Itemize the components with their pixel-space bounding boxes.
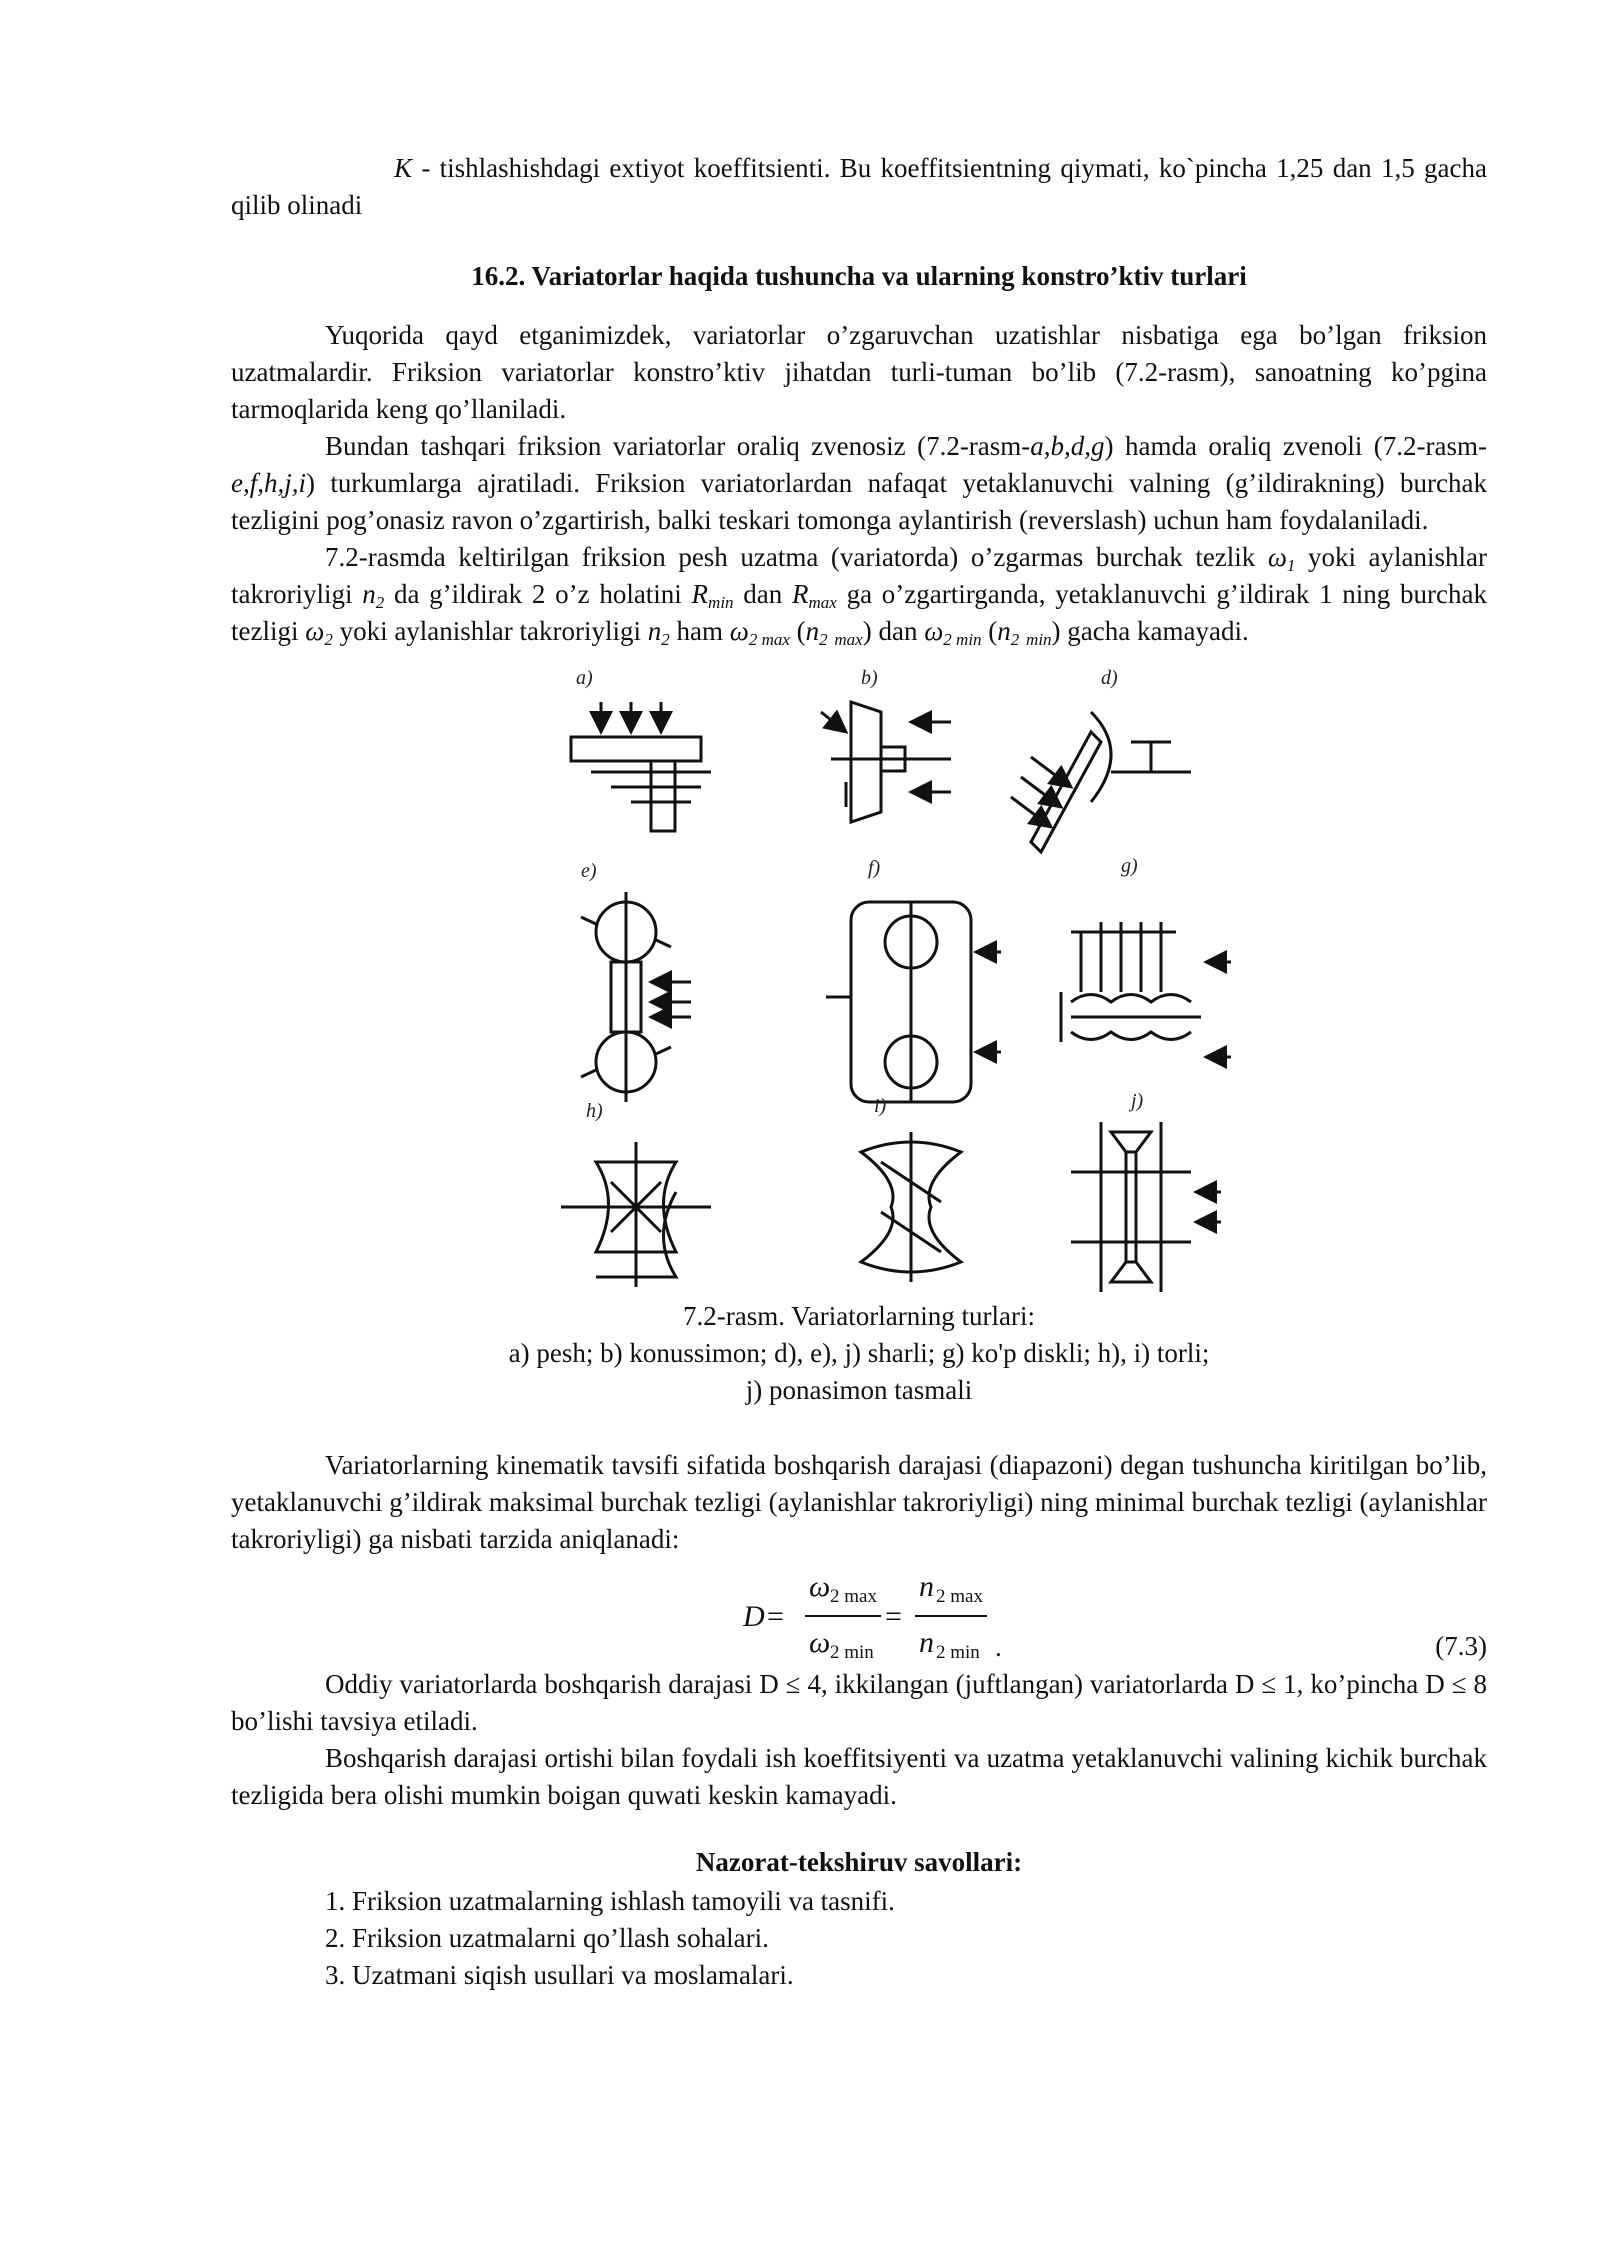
formula-number: (7.3)	[1435, 1631, 1487, 1661]
questions-list	[325, 1883, 1487, 1994]
drawing-f-sharli	[826, 902, 1001, 1102]
k-text: - tishlashishdagi extiyot koeffitsienti. Bu koeffitsientning qiymati, ko`pincha 1,25 dan 1,5 gacha qilib olinadi	[231, 153, 1487, 220]
questions-title: Nazorat-tekshiruv savollari:	[695, 1847, 1023, 1877]
svg-text:n: n	[919, 1570, 934, 1603]
figure-label-b: b)	[861, 667, 878, 689]
document-page	[231, 150, 1487, 1994]
figure-caption-line-3: j) ponasimon tasmali	[745, 1375, 973, 1405]
figure-label-e: e)	[581, 860, 597, 882]
paragraph-6: Boshqarish darajasi ortishi bilan foydali ish koeffitsiyenti va uzatma yetaklanuvchi valining kichik burchak tezligida bera olishi mumkin boigan quwati keskin kamayadi.	[231, 1743, 1487, 1810]
drawing-d-sharli	[1011, 712, 1191, 852]
figure-label-f: f)	[868, 857, 881, 879]
list-item: 3. Uzatmani siqish usullari va moslamalari.	[325, 1960, 794, 1990]
variator-types-figure	[231, 662, 1487, 1298]
svg-text:2 min: 2 min	[830, 1642, 874, 1663]
figure-caption-line-1: 7.2-rasm. Variatorlarning turlari:	[683, 1301, 1035, 1331]
figure-label-j: j)	[1131, 1090, 1144, 1112]
svg-text:ω: ω	[809, 1570, 831, 1603]
paragraph-3: 7.2-rasmda keltirilgan friksion pesh uzatma (variatorda) o’zgarmas burchak tezlik ω1 yoki aylanishlar takroriyligi n2 da g’ildirak 2 o’z holatini Rmin dan Rmax ga o’zgartirganda, yetaklanuvchi g’ildirak 1 ning burchak tezligi ω2 yoki aylanishlar takroriyligi n2 ham ω2 max (n2 max) dan ω2 min (n2 min) gacha kamayadi.	[231, 542, 1487, 649]
drawing-a-pesh	[571, 702, 711, 831]
svg-text:2 min: 2 min	[936, 1642, 980, 1663]
drawing-g-kop-diskli	[1061, 922, 1231, 1057]
paragraph-2: Bundan tashqari friksion variatorlar oraliq zvenosiz (7.2-rasm-a,b,d,g) hamda oraliq zvenoli (7.2-rasm-e,f,h,j,i) turkumlarga ajratiladi. Friksion variatorlardan nafaqat yetaklanuvchi valning (g’ildirakning) burchak tezligini pog’onasiz ravon o’zgartirish, balki teskari tomonga aylantirish (reverslash) uchun ham foydalaniladi.	[231, 431, 1488, 535]
figure-label-g: g)	[1121, 855, 1138, 877]
drawing-h-torli	[561, 1142, 711, 1287]
svg-text:2 max: 2 max	[936, 1586, 983, 1607]
variator-drawings	[231, 662, 1487, 1298]
section-title: 16.2. Variatorlar haqida tushuncha va ularning konstro’ktiv turlari	[471, 261, 1247, 291]
paragraph-4: Variatorlarning kinematik tavsifi sifatida boshqarish darajasi (diapazoni) degan tushuncha kiritilgan bo’lib, yetaklanuvchi g’ildirak maksimal burchak tezligi (aylanishlar takroriyligi) ning minimal burchak tezligi (aylanishlar takroriyligi) ga nisbati tarzida aniqlanadi:	[231, 1450, 1487, 1554]
drawing-b-konussimon	[821, 702, 951, 822]
formula-7-3	[231, 1566, 1487, 1666]
drawing-j-ponasimon-tasmali	[1071, 1122, 1221, 1292]
formula-graphic	[231, 1566, 1487, 1666]
figure-caption-line-2: a) pesh; b) konussimon; d), e), j) sharli; g) ko'p diskli; h), i) torli;	[508, 1338, 1210, 1368]
k-symbol: K	[394, 153, 413, 183]
list-item: 1. Friksion uzatmalarning ishlash tamoyili va tasnifi.	[325, 1886, 895, 1916]
svg-text:.: .	[995, 1632, 1002, 1662]
figure-label-i: i)	[874, 1095, 887, 1117]
figure-label-d: d)	[1101, 667, 1118, 689]
svg-text:=: =	[767, 1600, 784, 1633]
paragraph-1: Yuqorida qayd etganimizdek, variatorlar o’zgaruvchan uzatishlar nisbatiga ega bo’lgan friksion uzatmalardir. Friksion variatorlar konstro’ktiv jihatdan turli-tuman bo’lib (7.2-rasm), sanoatning ko’pgina tarmoqlarida keng qo’llaniladi.	[231, 320, 1487, 424]
svg-text:2 max: 2 max	[830, 1586, 877, 1607]
paragraph-5: Oddiy variatorlarda boshqarish darajasi D ≤ 4, ikkilangan (juftlangan) variatorlarda D ≤ 1, ko’pincha D ≤ 8 bo’lishi tavsiya etiladi.	[231, 1669, 1487, 1736]
svg-text:D: D	[743, 1600, 765, 1633]
svg-text:=: =	[885, 1600, 902, 1633]
drawing-i-torli	[861, 1132, 961, 1282]
svg-text:ω: ω	[809, 1626, 831, 1659]
list-item: 2. Friksion uzatmalarni qo’llash sohalari.	[325, 1923, 769, 1953]
drawing-e-sharli	[581, 892, 691, 1102]
figure-label-h: h)	[586, 1100, 603, 1122]
k-coefficient-paragraph	[231, 150, 1487, 224]
svg-text:n: n	[919, 1626, 934, 1659]
figure-label-a: a)	[576, 667, 593, 689]
